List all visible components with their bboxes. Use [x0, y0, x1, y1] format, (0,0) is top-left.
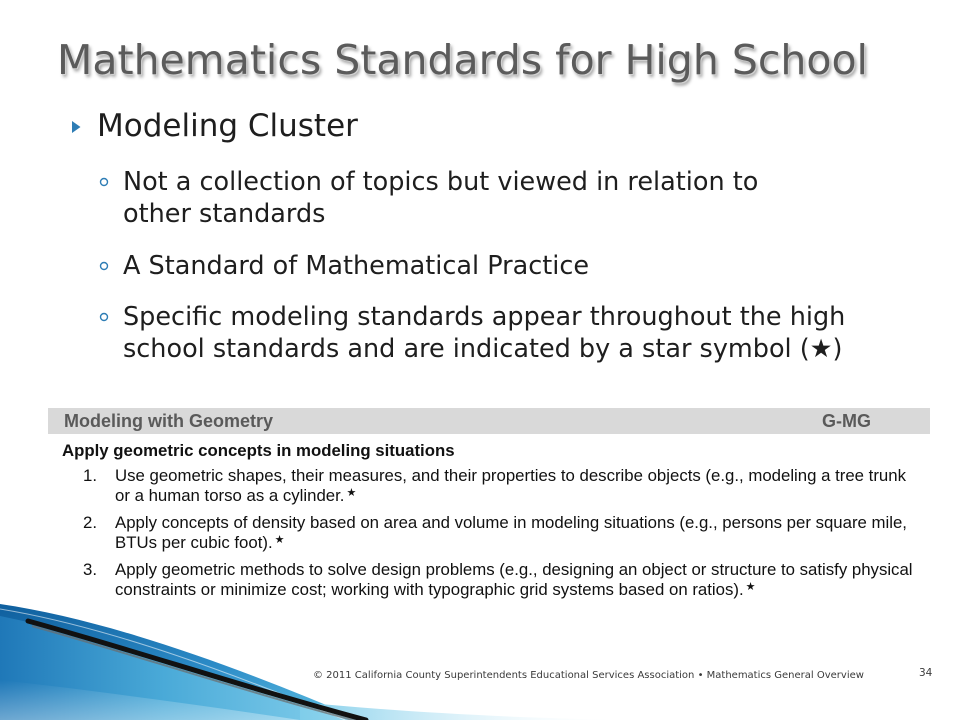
main-bullet-text: Modeling Cluster [97, 108, 358, 144]
sub-bullet [123, 166, 758, 230]
standard-item [0, 466, 940, 506]
sub-bullet-line: school standards and are indicated by a star symbol (★) [123, 334, 843, 364]
standards-domain-header [48, 408, 930, 434]
sub-bullet-line: A Standard of Mathematical Practice [123, 251, 590, 281]
item-line [115, 580, 913, 600]
sub-bullet [123, 301, 845, 365]
page-number: 34 [919, 667, 933, 679]
sub-bullet-line: Not a collection of topics but viewed in relation to [123, 167, 759, 197]
modeling-star-icon: ★ [745, 580, 756, 593]
sub-bullet-line: other standards [123, 199, 326, 229]
modeling-star-icon: ★ [346, 486, 357, 499]
triangle-bullet-icon [72, 121, 81, 133]
circle-bullet-icon [99, 261, 109, 271]
decorative-wave [0, 590, 640, 720]
item-line [115, 533, 907, 553]
item-line-text: constraints or minimize cost; working with typographic grid systems based on ratios). [115, 580, 744, 599]
sub-bullet [123, 250, 589, 282]
item-text [115, 513, 907, 553]
item-number: 2. [83, 513, 97, 532]
standard-item [0, 513, 940, 553]
domain-code: G-MG [822, 411, 871, 431]
item-text [115, 560, 913, 600]
item-text [115, 466, 906, 506]
item-line: Apply concepts of density based on area and volume in modeling situations (e.g., persons per square mile, [115, 513, 907, 532]
slide-title: Mathematics Standards for High School [57, 36, 868, 84]
item-line-text: or a human torso as a cylinder. [115, 486, 345, 505]
item-line [115, 486, 906, 506]
circle-bullet-icon [99, 312, 109, 322]
cluster-heading: Apply geometric concepts in modeling situations [62, 441, 455, 460]
item-line: Use geometric shapes, their measures, and their properties to describe objects (e.g., modeling a tree trunk [115, 466, 906, 485]
item-line: Apply geometric methods to solve design problems (e.g., designing an object or structure to satisfy physical [115, 560, 913, 579]
sub-bullet-line: Specific modeling standards appear throughout the high [123, 302, 846, 332]
modeling-star-icon: ★ [274, 533, 285, 546]
domain-title: Modeling with Geometry [64, 411, 274, 431]
standard-item [0, 560, 940, 600]
item-number: 3. [83, 560, 97, 579]
item-number: 1. [83, 466, 97, 485]
item-line-text: BTUs per cubic foot). [115, 533, 273, 552]
footer-copyright: © 2011 California County Superintendents Educational Services Association • Mathematics General Overview [313, 670, 864, 681]
circle-bullet-icon [99, 177, 109, 187]
